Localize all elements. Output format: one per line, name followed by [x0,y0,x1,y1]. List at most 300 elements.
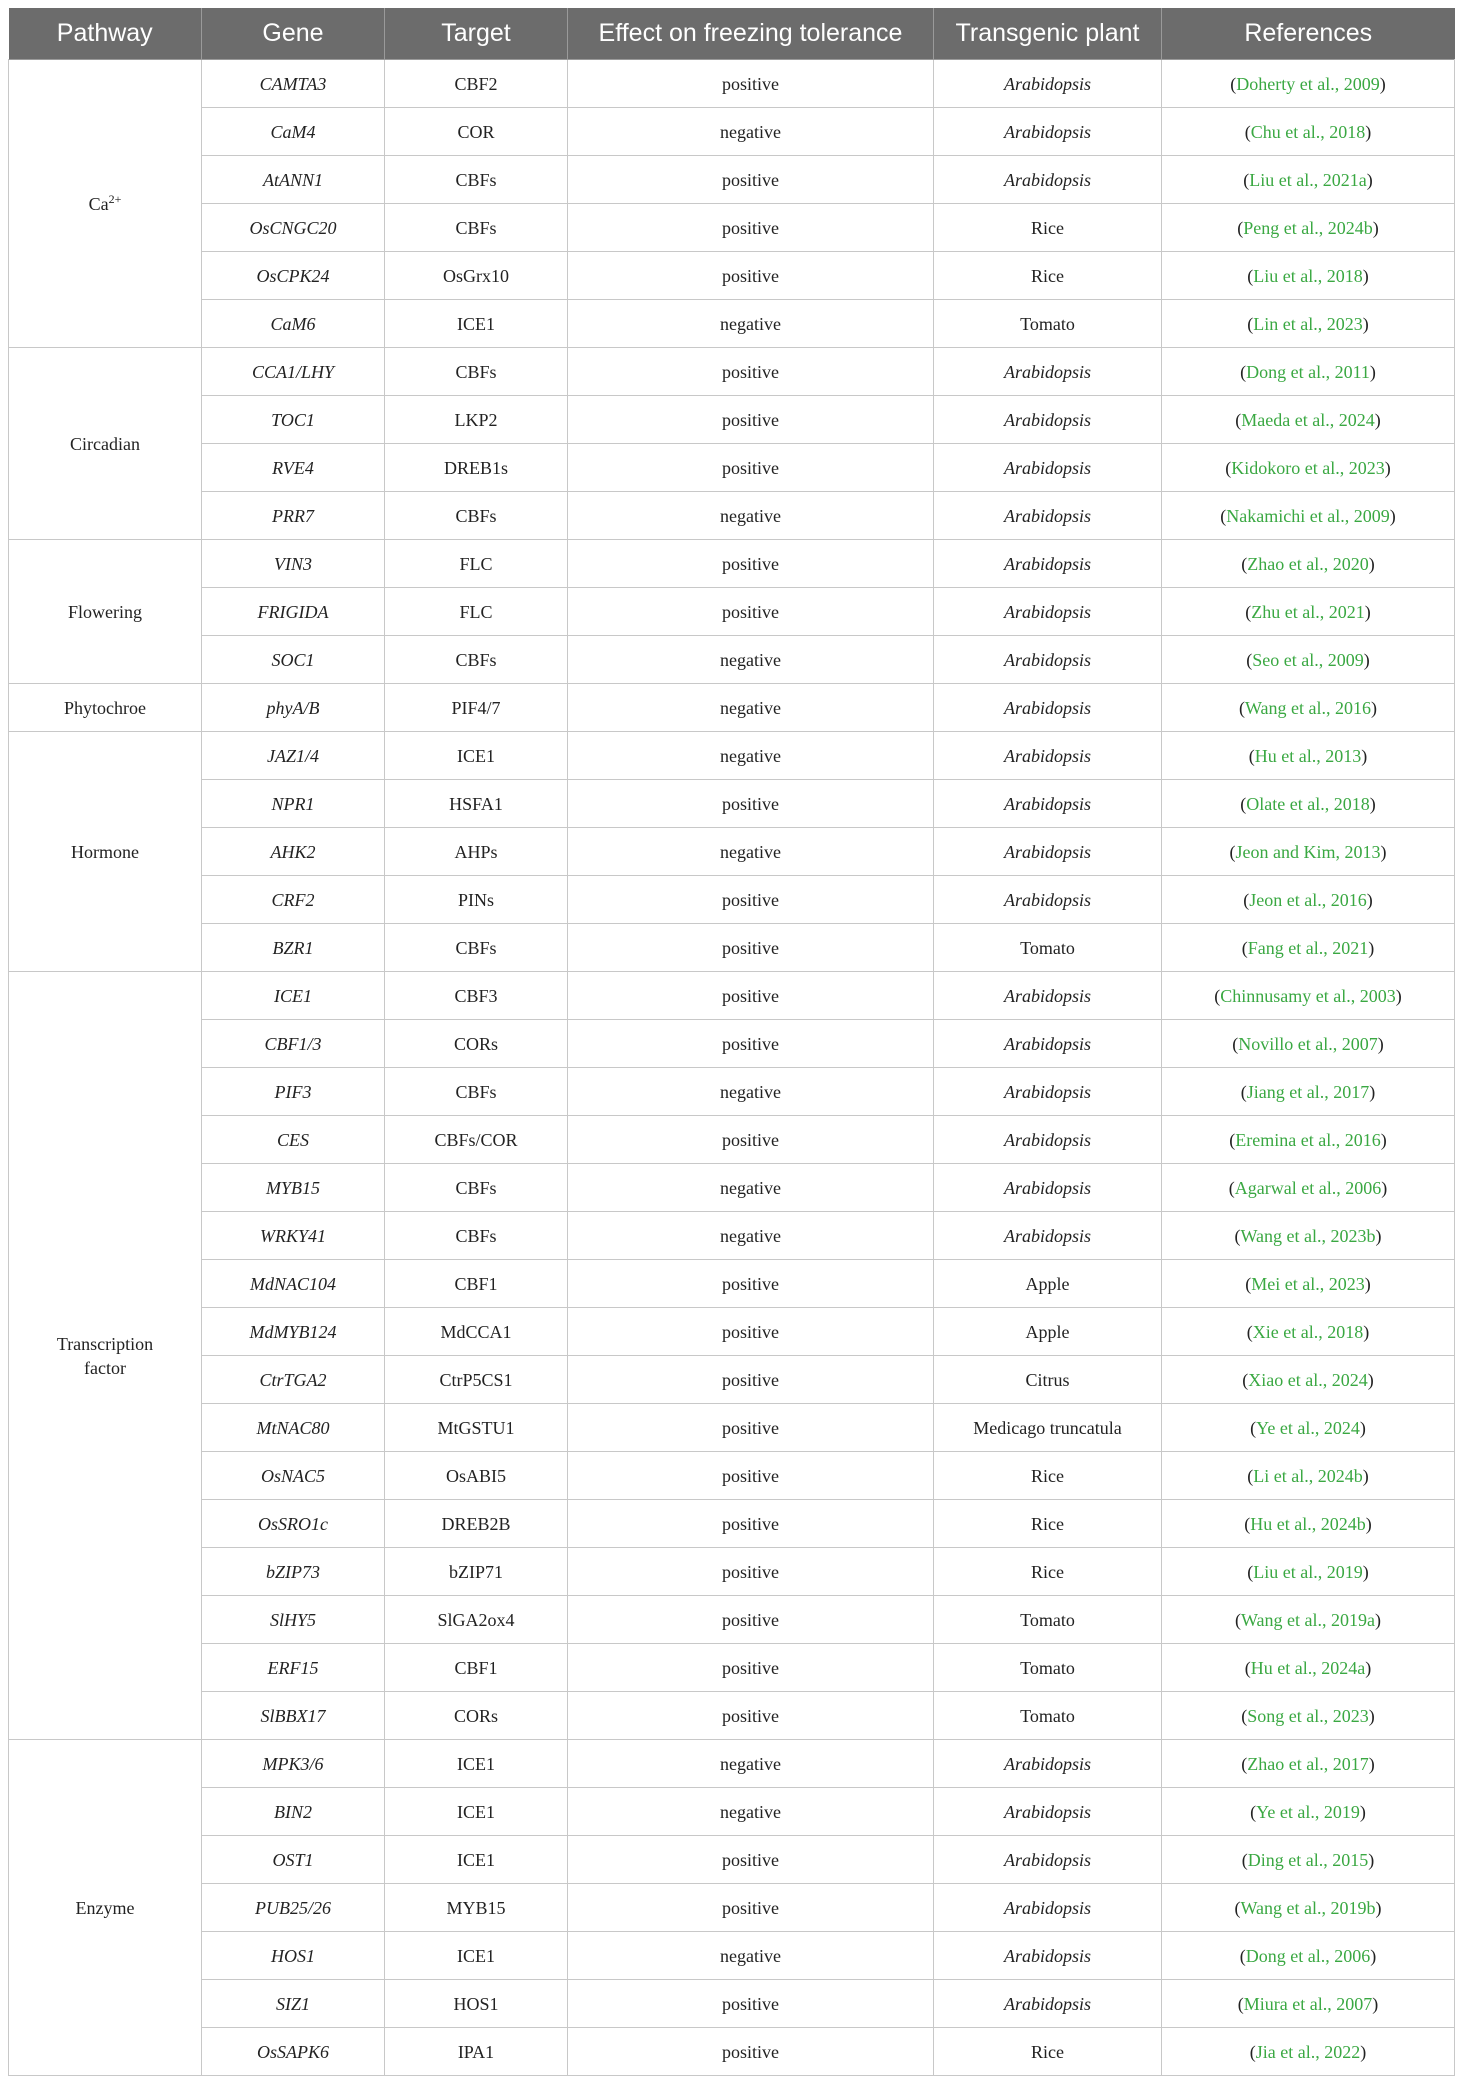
reference-link[interactable]: Novillo et al., 2007 [1238,1033,1378,1054]
reference-cell: (Kidokoro et al., 2023) [1162,444,1455,492]
plant-cell: Arabidopsis [934,396,1162,444]
target-cell: CBF2 [385,60,568,108]
pathway-cell [9,972,202,1740]
effect-cell: positive [568,1548,934,1596]
table-row [9,1836,1455,1884]
reference-cell: (Song et al., 2023) [1162,1692,1455,1740]
table-row [9,1404,1455,1452]
reference-link[interactable]: Maeda et al., 2024 [1241,409,1375,430]
reference-cell: (Zhu et al., 2021) [1162,588,1455,636]
gene-cell: ERF15 [202,1644,385,1692]
target-cell: HSFA1 [385,780,568,828]
effect-cell: positive [568,1308,934,1356]
plant-cell: Rice [934,2028,1162,2076]
reference-cell: (Jeon et al., 2016) [1162,876,1455,924]
table-row [9,1116,1455,1164]
target-cell: ICE1 [385,1836,568,1884]
gene-cell: FRIGIDA [202,588,385,636]
effect-cell: positive [568,1020,934,1068]
reference-link[interactable]: Xie et al., 2018 [1252,1321,1364,1342]
gene-cell: SIZ1 [202,1980,385,2028]
reference-cell: (Zhao et al., 2020) [1162,540,1455,588]
reference-link[interactable]: Jeon and Kim, 2013 [1235,841,1381,862]
plant-cell: Rice [934,1500,1162,1548]
effect-cell: positive [568,1260,934,1308]
reference-link[interactable]: Mei et al., 2023 [1251,1273,1365,1294]
gene-table [8,8,1455,2076]
gene-cell: CtrTGA2 [202,1356,385,1404]
table-row [9,1020,1455,1068]
reference-link[interactable]: Chinnusamy et al., 2003 [1220,985,1396,1006]
reference-cell: (Liu et al., 2019) [1162,1548,1455,1596]
effect-cell: positive [568,1980,934,2028]
effect-cell: negative [568,108,934,156]
plant-cell: Tomato [934,300,1162,348]
header-plant: Transgenic plant [934,8,1162,60]
header-target: Target [385,8,568,60]
effect-cell: positive [568,1500,934,1548]
plant-cell: Arabidopsis [934,1884,1162,1932]
reference-cell: (Wang et al., 2019a) [1162,1596,1455,1644]
pathway-superscript: 2+ [108,191,122,206]
gene-cell: PUB25/26 [202,1884,385,1932]
gene-cell: OST1 [202,1836,385,1884]
target-cell: OsGrx10 [385,252,568,300]
effect-cell: negative [568,300,934,348]
effect-cell: positive [568,1404,934,1452]
reference-link[interactable]: Olate et al., 2018 [1246,793,1370,814]
pathway-cell [9,540,202,684]
target-cell: PINs [385,876,568,924]
gene-cell: SOC1 [202,636,385,684]
gene-cell: PIF3 [202,1068,385,1116]
reference-cell: (Fang et al., 2021) [1162,924,1455,972]
plant-cell: Arabidopsis [934,588,1162,636]
gene-cell: JAZ1/4 [202,732,385,780]
plant-cell: Tomato [934,1692,1162,1740]
target-cell: MtGSTU1 [385,1404,568,1452]
effect-cell: positive [568,780,934,828]
table-row [9,1260,1455,1308]
effect-cell: negative [568,1932,934,1980]
pathway-label: Flowering [68,601,142,622]
gene-cell: ICE1 [202,972,385,1020]
reference-cell: (Ye et al., 2019) [1162,1788,1455,1836]
gene-cell: CAMTA3 [202,60,385,108]
target-cell: CBFs [385,156,568,204]
reference-cell: (Wang et al., 2016) [1162,684,1455,732]
reference-cell: (Olate et al., 2018) [1162,780,1455,828]
target-cell: FLC [385,540,568,588]
gene-cell: WRKY41 [202,1212,385,1260]
reference-link[interactable]: Fang et al., 2021 [1247,937,1369,958]
gene-cell: OsCNGC20 [202,204,385,252]
gene-cell: OsNAC5 [202,1452,385,1500]
effect-cell: positive [568,972,934,1020]
effect-cell: positive [568,588,934,636]
effect-cell: negative [568,492,934,540]
reference-cell: (Novillo et al., 2007) [1162,1020,1455,1068]
plant-cell: Arabidopsis [934,156,1162,204]
effect-cell: positive [568,1644,934,1692]
reference-cell: (Lin et al., 2023) [1162,300,1455,348]
plant-cell: Arabidopsis [934,876,1162,924]
reference-cell: (Hu et al., 2024a) [1162,1644,1455,1692]
reference-cell: (Xiao et al., 2024) [1162,1356,1455,1404]
reference-link[interactable]: Hu et al., 2024b [1250,1513,1366,1534]
reference-link[interactable]: Seo et al., 2009 [1252,649,1364,670]
reference-link[interactable]: Wang et al., 2023b [1240,1225,1376,1246]
plant-cell: Arabidopsis [934,1068,1162,1116]
reference-link[interactable]: Hu et al., 2024a [1250,1657,1366,1678]
reference-link[interactable]: Liu et al., 2019 [1253,1561,1363,1582]
effect-cell: positive [568,876,934,924]
reference-link[interactable]: Wang et al., 2016 [1244,697,1372,718]
effect-cell: negative [568,636,934,684]
table-row [9,1980,1455,2028]
gene-cell: MYB15 [202,1164,385,1212]
table-row [9,972,1455,1020]
reference-cell: (Liu et al., 2021a) [1162,156,1455,204]
plant-cell: Arabidopsis [934,732,1162,780]
target-cell: SlGA2ox4 [385,1596,568,1644]
plant-cell: Apple [934,1308,1162,1356]
effect-cell: positive [568,396,934,444]
target-cell: HOS1 [385,1980,568,2028]
gene-cell: PRR7 [202,492,385,540]
plant-cell: Arabidopsis [934,1980,1162,2028]
table-row [9,636,1455,684]
gene-cell: BZR1 [202,924,385,972]
reference-link[interactable]: Jia et al., 2022 [1255,2041,1361,2062]
table-row [9,348,1455,396]
target-cell: CBFs [385,636,568,684]
plant-cell: Arabidopsis [934,684,1162,732]
reference-link[interactable]: Nakamichi et al., 2009 [1226,505,1390,526]
target-cell: ICE1 [385,300,568,348]
plant-cell: Arabidopsis [934,492,1162,540]
target-cell: bZIP71 [385,1548,568,1596]
pathway-cell [9,1740,202,2076]
target-cell: DREB2B [385,1500,568,1548]
target-cell: CBFs [385,348,568,396]
reference-cell: (Seo et al., 2009) [1162,636,1455,684]
pathway-cell [9,684,202,732]
target-cell: LKP2 [385,396,568,444]
table-row [9,924,1455,972]
table-row [9,1644,1455,1692]
pathway-cell [9,60,202,348]
plant-cell: Rice [934,252,1162,300]
reference-link[interactable]: Lin et al., 2023 [1253,313,1363,334]
plant-cell: Apple [934,1260,1162,1308]
target-cell: CBFs [385,204,568,252]
reference-link[interactable]: Ye et al., 2024 [1256,1417,1360,1438]
reference-cell: (Eremina et al., 2016) [1162,1116,1455,1164]
target-cell: ICE1 [385,732,568,780]
reference-cell: (Hu et al., 2024b) [1162,1500,1455,1548]
reference-link[interactable]: Dong et al., 2011 [1246,361,1370,382]
reference-link[interactable]: Zhao et al., 2020 [1247,553,1369,574]
table-row [9,108,1455,156]
table-row [9,1788,1455,1836]
target-cell: CBFs [385,492,568,540]
target-cell: CBFs [385,924,568,972]
gene-cell: CaM6 [202,300,385,348]
effect-cell: positive [568,540,934,588]
reference-cell: (Miura et al., 2007) [1162,1980,1455,2028]
plant-cell: Arabidopsis [934,972,1162,1020]
gene-cell: BIN2 [202,1788,385,1836]
pathway-label: Circadian [70,433,140,454]
pathway-label: Phytochroe [64,697,146,718]
table-row [9,1212,1455,1260]
gene-cell: AHK2 [202,828,385,876]
plant-cell: Arabidopsis [934,828,1162,876]
reference-cell: (Xie et al., 2018) [1162,1308,1455,1356]
target-cell: IPA1 [385,2028,568,2076]
reference-link[interactable]: Jiang et al., 2017 [1246,1081,1370,1102]
gene-cell: MtNAC80 [202,1404,385,1452]
target-cell: CtrP5CS1 [385,1356,568,1404]
plant-cell: Arabidopsis [934,1164,1162,1212]
effect-cell: positive [568,204,934,252]
gene-cell: SlBBX17 [202,1692,385,1740]
reference-link[interactable]: Jeon et al., 2016 [1249,889,1367,910]
pathway-cell [9,348,202,540]
plant-cell: Arabidopsis [934,1836,1162,1884]
table-row [9,1548,1455,1596]
plant-cell: Tomato [934,924,1162,972]
effect-cell: negative [568,1740,934,1788]
plant-cell: Arabidopsis [934,1788,1162,1836]
effect-cell: positive [568,1836,934,1884]
gene-cell: OsSRO1c [202,1500,385,1548]
gene-cell: bZIP73 [202,1548,385,1596]
plant-cell: Arabidopsis [934,636,1162,684]
reference-cell: (Chinnusamy et al., 2003) [1162,972,1455,1020]
effect-cell: positive [568,60,934,108]
table-row [9,780,1455,828]
table-row [9,1692,1455,1740]
gene-cell: CRF2 [202,876,385,924]
effect-cell: positive [568,156,934,204]
effect-cell: negative [568,1068,934,1116]
target-cell: MdCCA1 [385,1308,568,1356]
gene-cell: CES [202,1116,385,1164]
plant-cell: Rice [934,1452,1162,1500]
reference-link[interactable]: Chu et al., 2018 [1250,121,1366,142]
reference-cell: (Jeon and Kim, 2013) [1162,828,1455,876]
reference-cell: (Ding et al., 2015) [1162,1836,1455,1884]
gene-cell: HOS1 [202,1932,385,1980]
gene-cell: SlHY5 [202,1596,385,1644]
table-row [9,396,1455,444]
pathway-label: Enzyme [75,1897,135,1918]
table-row [9,1500,1455,1548]
effect-cell: positive [568,1116,934,1164]
effect-cell: positive [568,1884,934,1932]
target-cell: ICE1 [385,1788,568,1836]
plant-cell: Medicago truncatula [934,1404,1162,1452]
target-cell: PIF4/7 [385,684,568,732]
reference-link[interactable]: Zhao et al., 2017 [1247,1753,1369,1774]
target-cell: CBFs/COR [385,1116,568,1164]
reference-cell: (Nakamichi et al., 2009) [1162,492,1455,540]
reference-link[interactable]: Eremina et al., 2016 [1235,1129,1381,1150]
reference-cell: (Jiang et al., 2017) [1162,1068,1455,1116]
reference-cell: (Zhao et al., 2017) [1162,1740,1455,1788]
reference-link[interactable]: Ding et al., 2015 [1247,1849,1369,1870]
table-row [9,1884,1455,1932]
reference-cell: (Agarwal et al., 2006) [1162,1164,1455,1212]
reference-link[interactable]: Dong et al., 2006 [1245,1945,1371,1966]
table-row [9,828,1455,876]
reference-link[interactable]: Wang et al., 2019b [1240,1897,1376,1918]
table-row [9,2028,1455,2076]
reference-cell: (Wang et al., 2023b) [1162,1212,1455,1260]
header-gene: Gene [202,8,385,60]
table-row [9,876,1455,924]
target-cell: CBF1 [385,1644,568,1692]
header-pathway: Pathway [9,8,202,60]
plant-cell: Rice [934,204,1162,252]
reference-link[interactable]: Doherty et al., 2009 [1236,73,1380,94]
plant-cell: Arabidopsis [934,1740,1162,1788]
target-cell: AHPs [385,828,568,876]
table-row [9,204,1455,252]
plant-cell: Tomato [934,1644,1162,1692]
gene-cell: phyA/B [202,684,385,732]
effect-cell: negative [568,732,934,780]
effect-cell: positive [568,252,934,300]
plant-cell: Arabidopsis [934,444,1162,492]
gene-cell: CCA1/LHY [202,348,385,396]
plant-cell: Arabidopsis [934,348,1162,396]
target-cell: OsABI5 [385,1452,568,1500]
gene-cell: AtANN1 [202,156,385,204]
pathway-cell [9,732,202,972]
plant-cell: Citrus [934,1356,1162,1404]
gene-cell: MdMYB124 [202,1308,385,1356]
target-cell: CORs [385,1692,568,1740]
target-cell: CBFs [385,1068,568,1116]
table-row [9,300,1455,348]
table-row [9,732,1455,780]
plant-cell: Rice [934,1548,1162,1596]
reference-link[interactable]: Song et al., 2023 [1247,1705,1369,1726]
reference-cell: (Chu et al., 2018) [1162,108,1455,156]
effect-cell: negative [568,1212,934,1260]
reference-cell: (Dong et al., 2006) [1162,1932,1455,1980]
plant-cell: Arabidopsis [934,540,1162,588]
effect-cell: negative [568,828,934,876]
reference-cell: (Dong et al., 2011) [1162,348,1455,396]
pathway-label-line: Transcription [56,1333,154,1354]
target-cell: ICE1 [385,1932,568,1980]
header-references: References [1162,8,1455,60]
effect-cell: negative [568,1164,934,1212]
pathway-label: Ca [88,193,109,214]
pathway-label-line: factor [84,1357,126,1378]
plant-cell: Arabidopsis [934,108,1162,156]
table-row [9,684,1455,732]
table-row [9,60,1455,108]
effect-cell: positive [568,1356,934,1404]
table-row [9,492,1455,540]
table-row [9,588,1455,636]
table-row [9,1164,1455,1212]
effect-cell: positive [568,1596,934,1644]
table-row [9,540,1455,588]
table-container [8,8,1454,2076]
table-body [9,60,1455,2076]
effect-cell: positive [568,2028,934,2076]
target-cell: CORs [385,1020,568,1068]
table-row [9,1740,1455,1788]
header-effect: Effect on freezing tolerance [568,8,934,60]
plant-cell: Arabidopsis [934,780,1162,828]
effect-cell: positive [568,1452,934,1500]
header-row [9,8,1455,60]
target-cell: CBFs [385,1164,568,1212]
table-row [9,1308,1455,1356]
reference-cell: (Wang et al., 2019b) [1162,1884,1455,1932]
reference-link[interactable]: Li et al., 2024b [1253,1465,1363,1486]
reference-link[interactable]: Hu et al., 2013 [1254,745,1362,766]
effect-cell: positive [568,1692,934,1740]
reference-link[interactable]: Liu et al., 2018 [1253,265,1363,286]
reference-link[interactable]: Xiao et al., 2024 [1248,1369,1368,1390]
reference-link[interactable]: Ye et al., 2019 [1256,1801,1360,1822]
plant-cell: Arabidopsis [934,1212,1162,1260]
table-row [9,1596,1455,1644]
plant-cell: Arabidopsis [934,1020,1162,1068]
reference-cell: (Doherty et al., 2009) [1162,60,1455,108]
plant-cell: Arabidopsis [934,1116,1162,1164]
target-cell: COR [385,108,568,156]
reference-link[interactable]: Miura et al., 2007 [1243,1993,1373,2014]
reference-link[interactable]: Peng et al., 2024b [1243,217,1373,238]
reference-link[interactable]: Agarwal et al., 2006 [1234,1177,1382,1198]
plant-cell: Tomato [934,1596,1162,1644]
target-cell: CBF3 [385,972,568,1020]
table-row [9,444,1455,492]
reference-link[interactable]: Wang et al., 2019a [1240,1609,1375,1630]
table-row [9,1068,1455,1116]
reference-link[interactable]: Zhu et al., 2021 [1251,601,1365,622]
table-row [9,1452,1455,1500]
effect-cell: positive [568,924,934,972]
reference-cell: (Jia et al., 2022) [1162,2028,1455,2076]
reference-cell: (Hu et al., 2013) [1162,732,1455,780]
table-row [9,1932,1455,1980]
reference-link[interactable]: Liu et al., 2021a [1249,169,1367,190]
gene-cell: MPK3/6 [202,1740,385,1788]
effect-cell: positive [568,348,934,396]
plant-cell: Arabidopsis [934,1932,1162,1980]
reference-cell: (Maeda et al., 2024) [1162,396,1455,444]
gene-cell: TOC1 [202,396,385,444]
table-row [9,1356,1455,1404]
table-row [9,156,1455,204]
effect-cell: negative [568,684,934,732]
effect-cell: negative [568,1788,934,1836]
reference-link[interactable]: Kidokoro et al., 2023 [1231,457,1385,478]
target-cell: CBFs [385,1212,568,1260]
gene-cell: MdNAC104 [202,1260,385,1308]
target-cell: FLC [385,588,568,636]
